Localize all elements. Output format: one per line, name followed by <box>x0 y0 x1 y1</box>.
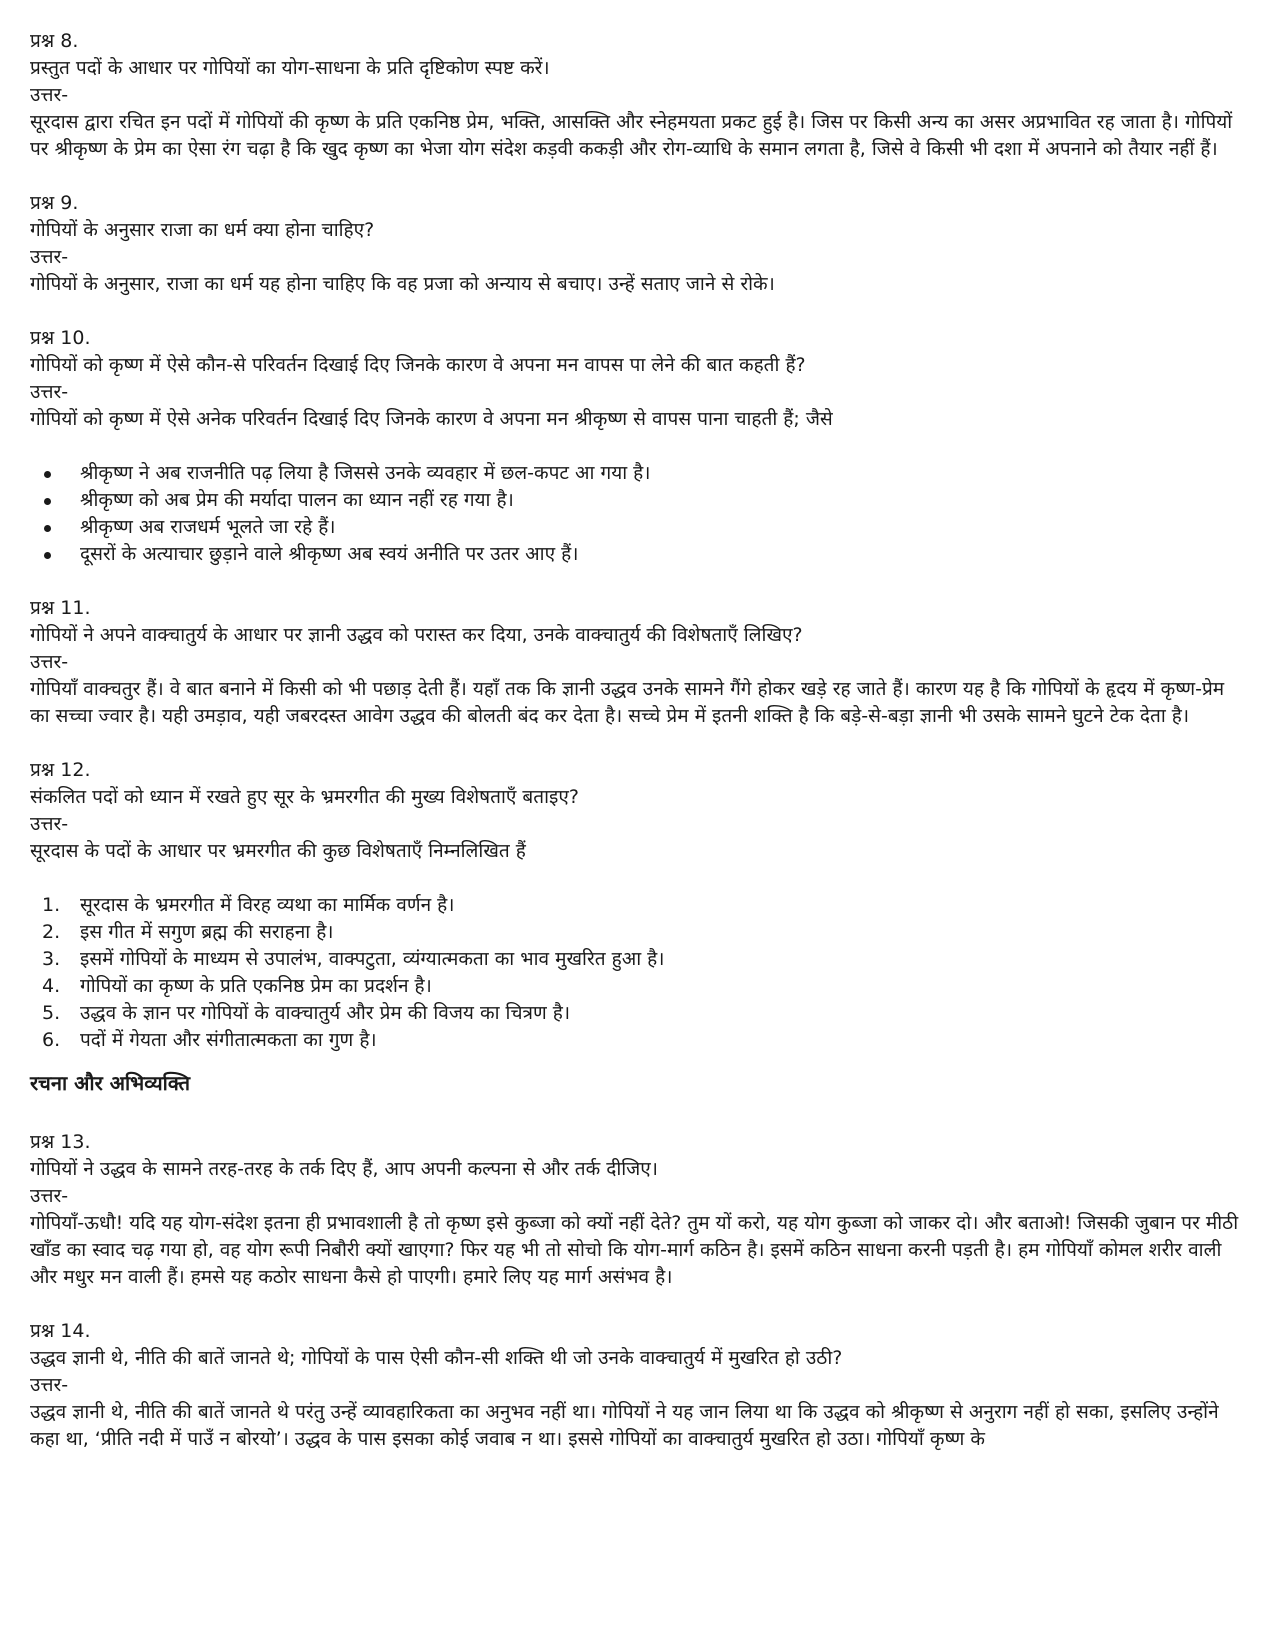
question-text: उद्धव ज्ञानी थे, नीति की बातें जानते थे; गोपियों के पास ऐसी कौन-सी शक्ति थी जो उनके वाक्चातुर्य में मुखरित हो उठी? <box>30 1347 843 1369</box>
list-item <box>30 1000 1247 1027</box>
list-item-text: उद्धव के ज्ञान पर गोपियों के वाक्चातुर्य और प्रेम की विजय का चित्रण है। <box>80 1002 571 1024</box>
question-label: प्रश्न 8. <box>30 30 79 52</box>
question-text: संकलित पदों को ध्यान में रखते हुए सूर के भ्रमरगीत की मुख्य विशेषताएँ बताइए? <box>30 786 579 808</box>
list-item: श्रीकृष्ण को अब प्रेम की मर्यादा पालन का ध्यान नहीं रह गया है। <box>30 487 1247 514</box>
list-number: 2. <box>42 921 61 943</box>
question-text: प्रस्तुत पदों के आधार पर गोपियों का योग-साधना के प्रति दृष्टिकोण स्पष्ट करें। <box>30 57 550 79</box>
answer-text: उद्धव ज्ञानी थे, नीति की बातें जानते थे परंतु उन्हें व्यावहारिकता का अनुभव नहीं था। गोपियों ने यह जान लिया था कि उद्धव को श्रीकृष्ण से अनुराग नहीं हो सका, इसलिए उन्होंने कहा था, ‘प्रीति नदी में पाउँ न बोरयो’। उद्धव के पास इसका कोई जवाब न था। इससे गोपियों का वाक्चातुर्य मुखरित हो उठा। गोपियाँ कृष्ण के <box>30 1401 1219 1450</box>
list-item-text: गोपियों का कृष्ण के प्रति एकनिष्ठ प्रेम का प्रदर्शन है। <box>80 975 432 997</box>
list-item <box>30 919 1247 946</box>
list-item-text: पदों में गेयता और संगीतात्मकता का गुण है। <box>80 1029 377 1051</box>
list-number: 3. <box>42 948 61 970</box>
list-item <box>30 946 1247 973</box>
list-item <box>30 1027 1247 1054</box>
list-number: 5. <box>42 1002 61 1024</box>
list-item <box>30 892 1247 919</box>
section-heading: रचना और अभिव्यक्ति <box>30 1071 190 1095</box>
question-block-8 <box>30 28 1247 163</box>
answer-label: उत्तर- <box>30 84 69 106</box>
question-text: गोपियों ने अपने वाक्चातुर्य के आधार पर ज्ञानी उद्धव को परास्त कर दिया, उनके वाक्चातुर्य की विशेषताएँ लिखिए? <box>30 624 803 646</box>
numbered-list <box>30 892 1247 1054</box>
bullet-list <box>30 460 1247 568</box>
answer-label: उत्तर- <box>30 813 69 835</box>
question-label: प्रश्न 9. <box>30 192 79 214</box>
question-text: गोपियों को कृष्ण में ऐसे कौन-से परिवर्तन दिखाई दिए जिनके कारण वे अपना मन वापस पा लेने की बात कहती हैं? <box>30 354 806 376</box>
question-block-13 <box>30 1129 1247 1291</box>
list-item: श्रीकृष्ण अब राजधर्म भूलते जा रहे हैं। <box>30 514 1247 541</box>
answer-text: सूरदास के पदों के आधार पर भ्रमरगीत की कुछ विशेषताएँ निम्नलिखित हैं <box>30 840 526 862</box>
list-item-text: इस गीत में सगुण ब्रह्म की सराहना है। <box>80 921 334 943</box>
list-item-text: इसमें गोपियों के माध्यम से उपालंभ, वाक्पटुता, व्यंग्यात्मकता का भाव मुखरित हुआ है। <box>80 948 665 970</box>
question-label: प्रश्न 13. <box>30 1131 91 1153</box>
question-block-14 <box>30 1318 1247 1453</box>
answer-text: गोपियाँ वाक्चतुर हैं। वे बात बनाने में किसी को भी पछाड़ देती हैं। यहाँ तक कि ज्ञानी उद्धव उनके सामने गैंगे होकर खड़े रह जाते हैं। कारण यह है कि गोपियों के हृदय में कृष्ण-प्रेम का सच्चा ज्वार है। यही उमड़ाव, यही जबरदस्त आवेग उद्धव की बोलती बंद कर देता है। सच्चे प्रेम में इतनी शक्ति है कि बड़े-से-बड़ा ज्ञानी भी उसके सामने घुटने टेक देता है। <box>30 678 1225 727</box>
answer-text: सूरदास द्वारा रचित इन पदों में गोपियों की कृष्ण के प्रति एकनिष्ठ प्रेम, भक्ति, आसक्ति और स्नेहमयता प्रकट हुई है। जिस पर किसी अन्य का असर अप्रभावित रह जाता है। गोपियों पर श्रीकृष्ण के प्रेम का ऐसा रंग चढ़ा है कि खुद कृष्ण का भेजा योग संदेश कड़वी ककड़ी और रोग-व्याधि के समान लगता है, जिसे वे किसी भी दशा में अपनाने को तैयार नहीं हैं। <box>30 111 1233 160</box>
question-label: प्रश्न 12. <box>30 759 91 781</box>
answer-label: उत्तर- <box>30 246 69 268</box>
question-block-10 <box>30 325 1247 568</box>
list-item: श्रीकृष्ण ने अब राजनीति पढ़ लिया है जिससे उनके व्यवहार में छल-कपट आ गया है। <box>30 460 1247 487</box>
list-number: 6. <box>42 1029 61 1051</box>
answer-text: गोपियों के अनुसार, राजा का धर्म यह होना चाहिए कि वह प्रजा को अन्याय से बचाए। उन्हें सताए जाने से रोके। <box>30 273 775 295</box>
list-number: 4. <box>42 975 61 997</box>
question-text: गोपियों के अनुसार राजा का धर्म क्या होना चाहिए? <box>30 219 375 241</box>
question-label: प्रश्न 10. <box>30 327 91 349</box>
question-label: प्रश्न 11. <box>30 597 91 619</box>
list-number: 1. <box>42 894 61 916</box>
list-item: दूसरों के अत्याचार छुड़ाने वाले श्रीकृष्ण अब स्वयं अनीति पर उतर आए हैं। <box>30 541 1247 568</box>
answer-label: उत्तर- <box>30 651 69 673</box>
answer-text: गोपियाँ-ऊधौ! यदि यह योग-संदेश इतना ही प्रभावशाली है तो कृष्ण इसे कुब्जा को क्यों नहीं देते? तुम यों करो, यह योग कुब्जा को जाकर दो। और बताओ! जिसकी जुबान पर मीठी खाँड का स्वाद चढ़ गया हो, वह योग रूपी निबौरी क्यों खाएगा? फिर यह भी तो सोचो कि योग-मार्ग कठिन है। इसमें कठिन साधना करनी पड़ती है। हम गोपियाँ कोमल शरीर वाली और मधुर मन वाली हैं। हमसे यह कठोर साधना कैसे हो पाएगी। हमारे लिए यह मार्ग असंभव है। <box>30 1212 1239 1288</box>
answer-text: गोपियों को कृष्ण में ऐसे अनेक परिवर्तन दिखाई दिए जिनके कारण वे अपना मन श्रीकृष्ण से वापस पाना चाहती हैं; जैसे <box>30 408 833 430</box>
list-item-text: सूरदास के भ्रमरगीत में विरह व्यथा का मार्मिक वर्णन है। <box>80 894 455 916</box>
question-label: प्रश्न 14. <box>30 1320 91 1342</box>
answer-label: उत्तर- <box>30 1374 69 1396</box>
answer-label: उत्तर- <box>30 381 69 403</box>
answer-label: उत्तर- <box>30 1185 69 1207</box>
question-block-9 <box>30 190 1247 298</box>
question-block-12 <box>30 757 1247 1054</box>
list-item <box>30 973 1247 1000</box>
question-text: गोपियों ने उद्धव के सामने तरह-तरह के तर्क दिए हैं, आप अपनी कल्पना से और तर्क दीजिए। <box>30 1158 658 1180</box>
question-block-11 <box>30 595 1247 730</box>
